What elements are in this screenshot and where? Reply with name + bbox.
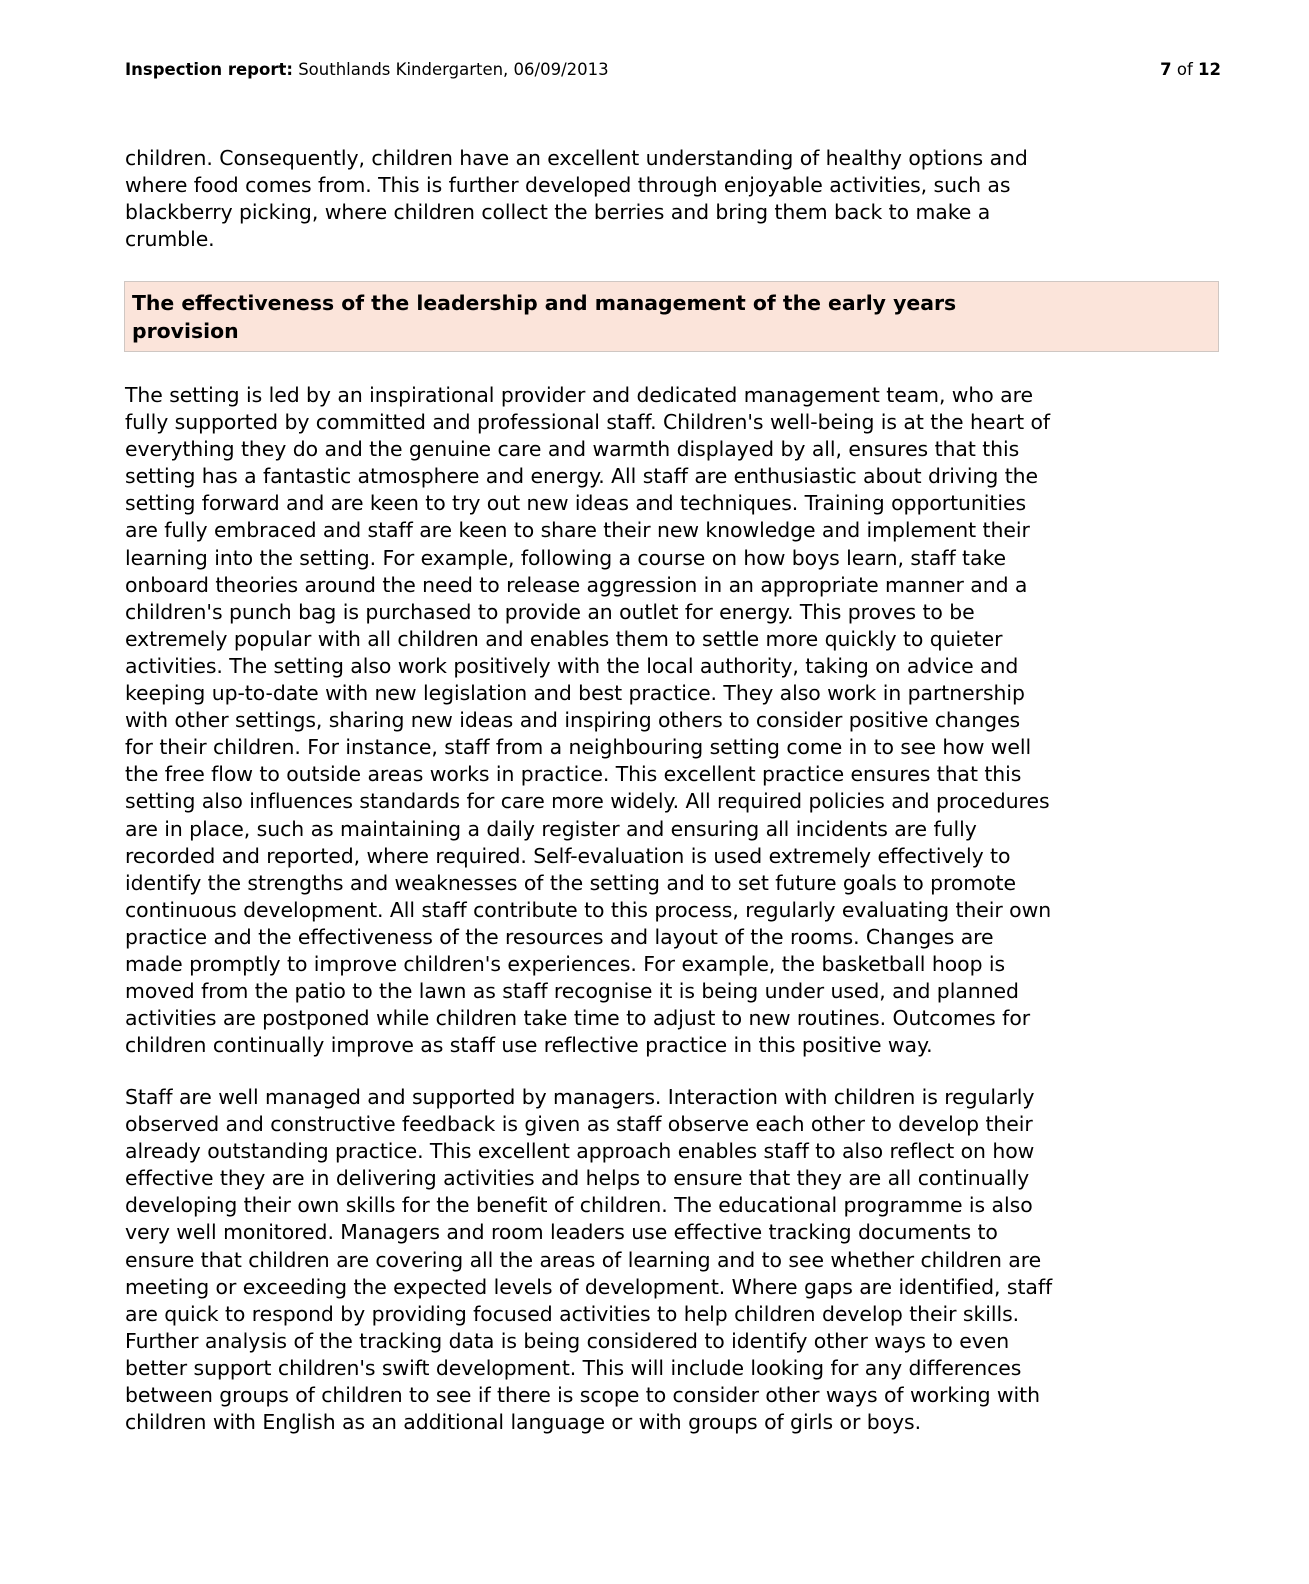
text-line: setting has a fantastic atmosphere and energy. All staff are enthusiastic about driving the: [125, 464, 1039, 489]
text-line: children continually improve as staff use reflective practice in this positive way.: [125, 1033, 933, 1058]
text-line: fully supported by committed and professional staff. Children's well-being is at the heart of: [125, 410, 1051, 435]
text-line: for their children. For instance, staff from a neighbouring setting come in to see how well: [125, 735, 1032, 760]
report-label: Inspection report:: [125, 60, 293, 79]
section-heading-box: [124, 281, 1219, 352]
text-line: meeting or exceeding the expected levels of development. Where gaps are identified, staff: [125, 1274, 1053, 1299]
text-line: children. Consequently, children have an excellent understanding of healthy options and: [125, 146, 1028, 170]
page-of: of: [1171, 60, 1199, 79]
text-line: with other settings, sharing new ideas and inspiring others to consider positive changes: [125, 708, 1021, 733]
text-line: setting also influences standards for care more widely. All required policies and procedures: [125, 789, 1050, 814]
text-line: where food comes from. This is further developed through enjoyable activities, such as: [125, 173, 1011, 198]
text-line: setting forward and are keen to try out new ideas and techniques. Training opportunities: [125, 491, 1027, 516]
text-line: observed and constructive feedback is given as staff observe each other to develop their: [125, 1112, 1033, 1137]
text-line: activities are postponed while children take time to adjust to new routines. Outcomes for: [125, 1006, 1031, 1031]
text-line: keeping up-to-date with new legislation and best practice. They also work in partnership: [125, 681, 1025, 706]
section-title: [132, 290, 956, 345]
page-total: 12: [1198, 60, 1221, 79]
text-line: Staff are well managed and supported by managers. Interaction with children is regularly: [125, 1085, 1035, 1109]
text-line: are fully embraced and staff are keen to share their new knowledge and implement their: [125, 518, 1030, 543]
text-line: identify the strengths and weaknesses of the setting and to set future goals to promote: [125, 870, 1016, 895]
report-subject: Southlands Kindergarten, 06/09/2013: [292, 60, 609, 79]
text-line: blackberry picking, where children collect the berries and bring them back to make a: [125, 200, 991, 225]
page-header: [125, 58, 1221, 82]
page-current: 7: [1160, 60, 1172, 79]
leadership-paragraph-2: [125, 1084, 1225, 1436]
report-title: [125, 58, 609, 82]
text-line: ensure that children are covering all the areas of learning and to see whether children are: [125, 1247, 1042, 1272]
text-line: moved from the patio to the lawn as staff recognise it is being under used, and planned: [125, 979, 1019, 1004]
text-line: The setting is led by an inspirational provider and dedicated management team, who are: [125, 383, 1033, 407]
page-number: [1160, 58, 1221, 82]
section-title-line: provision: [132, 318, 239, 343]
text-line: practice and the effectiveness of the resources and layout of the rooms. Changes are: [125, 924, 994, 949]
text-line: the free flow to outside areas works in practice. This excellent practice ensures that this: [125, 762, 1022, 787]
text-line: learning into the setting. For example, following a course on how boys learn, staff take: [125, 545, 1006, 570]
text-line: activities. The setting also work positively with the local authority, taking on advice and: [125, 653, 1019, 678]
text-line: extremely popular with all children and enables them to settle more quickly to quieter: [125, 626, 1003, 651]
section-title-line: The effectiveness of the leadership and management of the early years: [132, 291, 957, 315]
text-line: everything they do and the genuine care and warmth displayed by all, ensures that this: [125, 437, 1020, 462]
text-line: crumble.: [125, 227, 215, 252]
text-line: better support children's swift development. This will include looking for any differences: [125, 1355, 1022, 1380]
text-line: made promptly to improve children's experiences. For example, the basketball hoop is: [125, 951, 1006, 976]
text-line: children's punch bag is purchased to provide an outlet for energy. This proves to be: [125, 599, 975, 624]
text-line: effective they are in delivering activities and helps to ensure that they are all continually: [125, 1166, 1030, 1191]
text-line: already outstanding practice. This excellent approach enables staff to also reflect on how: [125, 1139, 1035, 1164]
text-line: recorded and reported, where required. Self-evaluation is used extremely effectively to: [125, 843, 1011, 868]
text-line: children with English as an additional language or with groups of girls or boys.: [125, 1410, 922, 1435]
text-line: very well monitored. Managers and room leaders use effective tracking documents to: [125, 1220, 998, 1245]
intro-paragraph: [125, 145, 1225, 253]
text-line: onboard theories around the need to release aggression in an appropriate manner and a: [125, 572, 1028, 597]
text-line: between groups of children to see if there is scope to consider other ways of working with: [125, 1383, 1040, 1408]
text-line: continuous development. All staff contribute to this process, regularly evaluating their own: [125, 897, 1052, 922]
text-line: Further analysis of the tracking data is being considered to identify other ways to even: [125, 1328, 1010, 1353]
text-line: are in place, such as maintaining a daily register and ensuring all incidents are fully: [125, 816, 977, 841]
leadership-paragraph-1: [125, 382, 1225, 1059]
text-line: are quick to respond by providing focused activities to help children develop their skills.: [125, 1301, 1020, 1326]
text-line: developing their own skills for the benefit of children. The educational programme is also: [125, 1193, 1033, 1218]
